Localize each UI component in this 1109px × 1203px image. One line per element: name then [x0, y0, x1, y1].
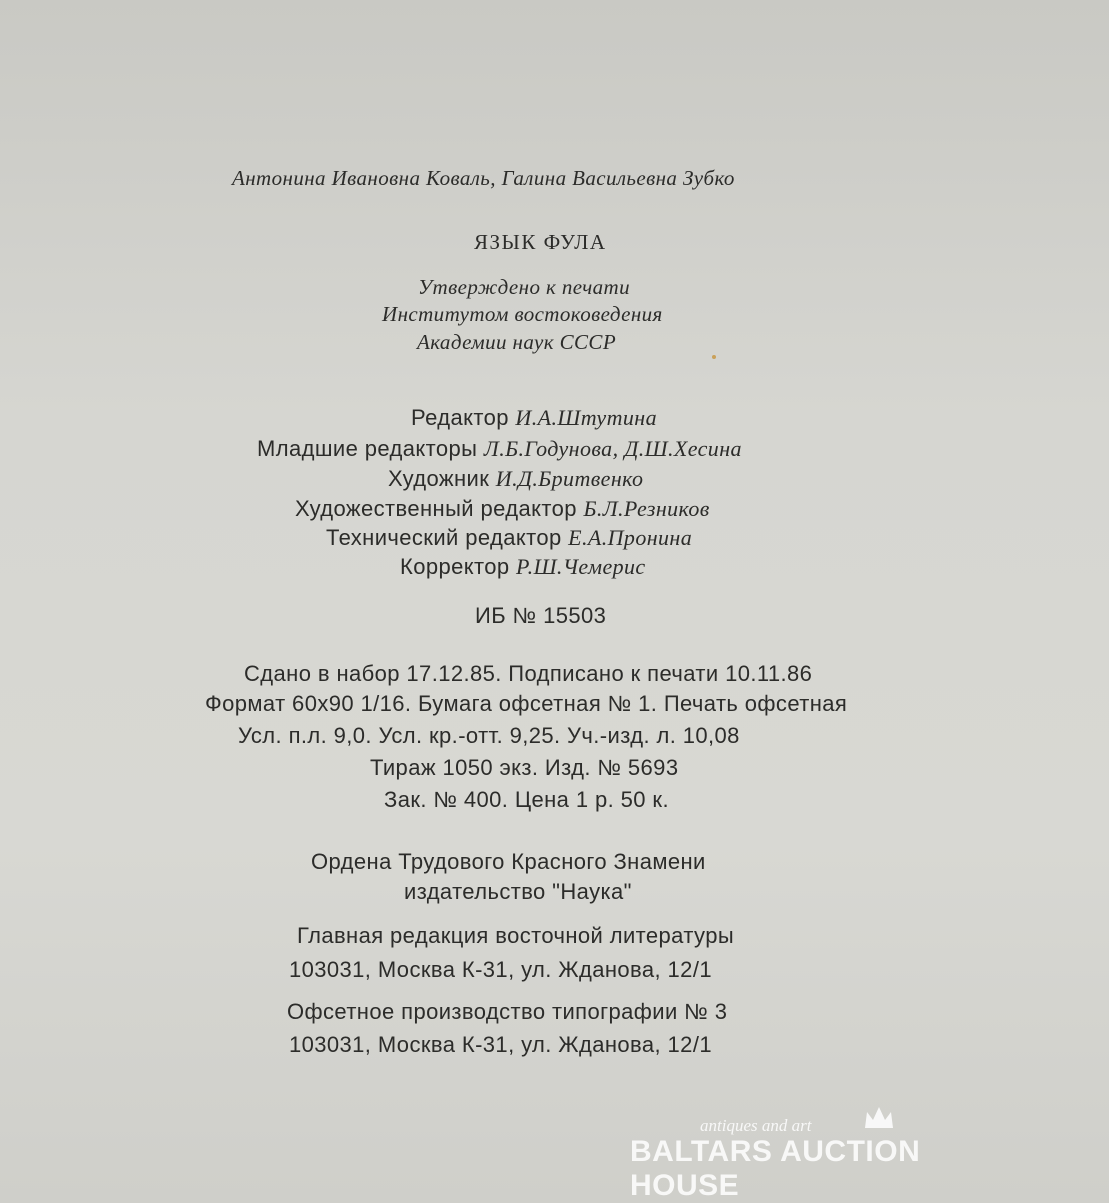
approval-line-1: Утверждено к печати: [418, 275, 631, 299]
credit-tech-editor: [326, 525, 692, 551]
printer-address: 103031, Москва К-31, ул. Жданова, 12/1: [289, 1032, 712, 1057]
credit-junior-editors: [257, 436, 742, 462]
print-detail-3: Усл. п.л. 9,0. Усл. кр.-отт. 9,25. Уч.-изд. л. 10,08: [238, 723, 740, 748]
crown-icon: [862, 1104, 896, 1132]
credit-art-editor: [295, 496, 710, 522]
credit-role: Младшие редакторы: [257, 436, 478, 461]
credit-role: Технический редактор: [326, 525, 562, 550]
approval-line-3: Академии наук СССР: [417, 330, 617, 354]
book-title: ЯЗЫК ФУЛА: [474, 230, 607, 254]
print-detail-4: Тираж 1050 экз. Изд. № 5693: [370, 755, 679, 780]
publisher-line-1: Ордена Трудового Красного Знамени: [311, 849, 706, 874]
watermark-tagline: antiques and art: [700, 1116, 812, 1135]
print-detail-5: Зак. № 400. Цена 1 р. 50 к.: [384, 787, 669, 812]
ink-speck: [712, 355, 716, 359]
credit-name: Е.А.Пронина: [568, 525, 693, 550]
print-detail-2: Формат 60х90 1/16. Бумага офсетная № 1. Печать офсетная: [205, 691, 848, 716]
print-detail-1: Сдано в набор 17.12.85. Подписано к печати 10.11.86: [244, 661, 813, 686]
credit-name: Л.Б.Годунова, Д.Ш.Хесина: [483, 436, 742, 461]
credit-corrector: [400, 554, 646, 580]
approval-line-2: Институтом востоковедения: [382, 302, 663, 326]
credit-name: Р.Ш.Чемерис: [516, 554, 646, 579]
ib-number: ИБ № 15503: [475, 603, 607, 628]
printer-line-1: Офсетное производство типографии № 3: [287, 999, 728, 1024]
editorial-address: 103031, Москва К-31, ул. Жданова, 12/1: [289, 957, 712, 982]
publisher-line-2: издательство "Наука": [404, 879, 632, 904]
credit-role: Художественный редактор: [295, 496, 577, 521]
editorial-line-1: Главная редакция восточной литературы: [297, 923, 735, 948]
watermark-brand: BALTARS AUCTION HOUSE: [630, 1135, 921, 1202]
credit-name: И.Д.Бритвенко: [495, 466, 644, 491]
credit-artist: [388, 466, 643, 492]
authors: Антонина Ивановна Коваль, Галина Васильевна Зубко: [232, 166, 735, 190]
credit-name: Б.Л.Резников: [583, 496, 710, 521]
credit-name: И.А.Штутина: [515, 405, 657, 430]
auction-house-watermark: [630, 1108, 1030, 1202]
credit-editor: [411, 405, 657, 431]
credit-role: Корректор: [400, 554, 510, 579]
credit-role: Художник: [388, 466, 490, 491]
credit-role: Редактор: [411, 405, 509, 430]
